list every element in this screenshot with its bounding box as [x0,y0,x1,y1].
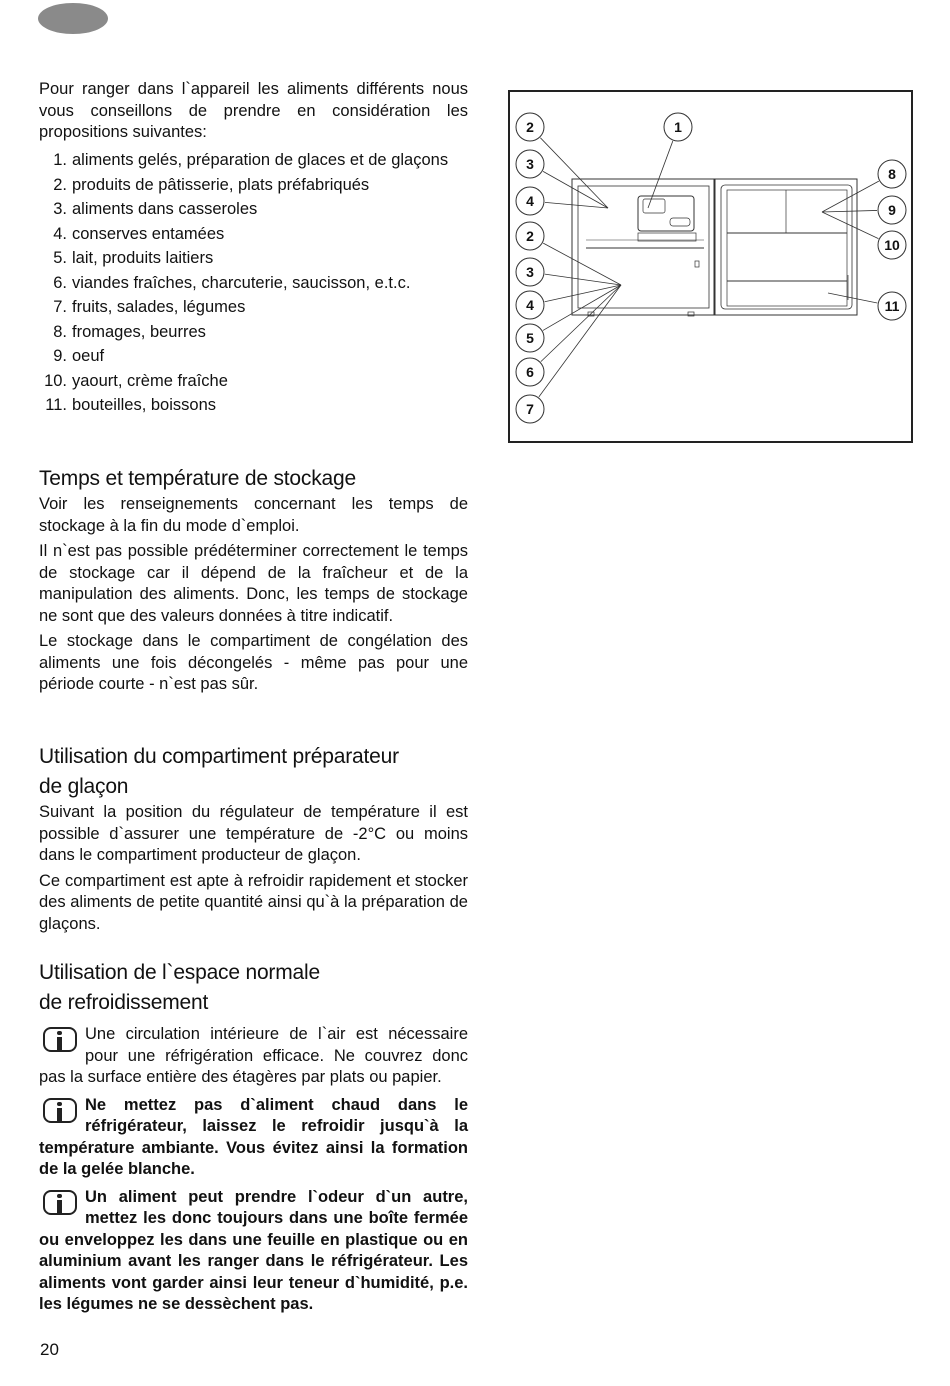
list-item-text: fromages, beurres [72,322,206,341]
section-title-line2: de refroidissement [39,991,209,1014]
section-title-line1: Utilisation de l`espace normale [39,961,320,984]
list-item-text: aliments dans casseroles [72,200,258,218]
paragraph: Le stockage dans le compartiment de congélation des aliments une fois décongelés - même pas pour une période courte - n`est pas sûr. [39,632,468,693]
page-number: 20 [40,1340,59,1359]
list-item [39,273,468,295]
list-item-number: 10. [44,371,67,390]
callout-number: 8 [888,166,896,182]
page-tab-marker [38,3,108,34]
paragraph: Suivant la position du régulateur de température il est possible d`assurer une température de -2°C ou moins dans le compartiment producteur de glaçon. [39,803,468,864]
info-note [39,1024,468,1089]
list-item [39,150,468,172]
list-item-text: yaourt, crème fraîche [72,371,228,390]
paragraph: Voir les renseignements concernant les temps de stockage à la fin du mode d`emploi. [39,495,468,535]
callout-leader-line [822,210,877,212]
paragraph: Il n`est pas possible prédéterminer correctement le temps de stockage car il dépend de la fraîcheur et de la manipulation des aliments. Donc, les temps de stockage ne sont que des valeurs données à titre indicatif. [39,542,468,625]
list-item [39,175,468,197]
callout-number: 2 [526,119,534,135]
list-item [39,297,468,319]
list-item [39,346,468,368]
callout-number: 7 [526,401,534,417]
callout-leader-line [541,285,621,362]
list-item-text: oeuf [72,347,105,365]
list-item-number: 3. [53,200,67,218]
list-item-text: lait, produits laitiers [72,249,214,267]
intro-text: Pour ranger dans l`appareil les aliments différents nous vous conseillons de prendre en considération les propositions suivantes: [39,80,468,141]
list-item-number: 6. [53,273,67,292]
note-text: Ne mettez pas d`aliment chaud dans le réfrigérateur, laissez le refroidir jusqu`à la température ambiante. Vous évitez ainsi la formation de la gelée blanche. [39,1095,468,1178]
list-item [39,199,468,221]
callout-leader-line [545,274,621,285]
section-ice-compartment [39,742,468,935]
storage-list [39,150,468,420]
list-item [39,395,468,417]
list-item-number: 4. [53,224,67,243]
info-icon [43,1027,77,1052]
callout-number: 6 [526,364,534,380]
list-item-number: 1. [53,151,67,169]
callout-number: 1 [674,119,682,135]
callout-number: 5 [526,330,534,346]
callout-leader-line [828,293,877,303]
callout-number: 10 [884,237,900,253]
callout-leader-line [545,202,608,208]
section-title-line1: Utilisation du compartiment préparateur [39,745,399,768]
list-item [39,248,468,270]
fridge-diagram-svg [508,90,913,443]
list-item-text: conserves entamées [72,224,225,243]
list-item-number: 7. [53,298,67,316]
paragraph: Ce compartiment est apte à refroidir rapidement et stocker des aliments de petite quantité ainsi qu`à la préparation de glaçons. [39,871,468,933]
list-item-text: produits de pâtisserie, plats préfabriqués [72,175,370,194]
callout-number: 3 [526,156,534,172]
list-item-number: 2. [53,175,67,194]
info-icon [43,1098,77,1123]
list-item-number: 5. [53,249,67,267]
info-note [39,1187,468,1316]
list-item-number: 8. [53,322,67,341]
callout-number: 11 [884,298,900,314]
list-item-number: 9. [53,347,67,365]
callout-number: 4 [526,193,534,209]
callout-leader-line [543,243,621,285]
callout-number: 2 [526,228,534,244]
list-item [39,371,468,393]
callout-leader-line [822,212,878,239]
callout-number: 9 [888,202,896,218]
list-item-text: aliments gelés, préparation de glaces et de glaçons [72,151,449,169]
fridge-diagram [508,90,913,443]
note-text: Une circulation intérieure de l`air est nécessaire pour une réfrigération efficace. Ne couvrez donc pas la surface entière des étagères par plats ou papier. [39,1025,468,1086]
info-icon [43,1190,77,1215]
callout-number: 3 [526,264,534,280]
callout-leader-line [545,285,621,302]
section-title-line2: de glaçon [39,775,129,798]
list-item-text: fruits, salades, légumes [72,298,246,316]
list-item-text: viandes fraîches, charcuterie, saucisson, e.t.c. [72,273,411,292]
section-storage-time [39,464,468,696]
info-note [39,1095,468,1181]
fridge-interior-liner [578,186,709,308]
section-title: Temps et température de stockage [39,467,356,490]
callout-leader-line [543,171,608,208]
note-text: Un aliment peut prendre l`odeur d`un autre, mettez les donc toujours dans une boîte fermée ou enveloppez les dans une feuille en plastique ou en aluminium avant les ranger dans le réfrigérateur. Les aliments vont garder ainsi leur teneur d`humidité, p.e. les légumes ne se dessèchent pas. [39,1187,468,1313]
callout-leader-line [539,285,621,397]
list-item [39,322,468,344]
list-item-text: bouteilles, boissons [72,396,217,414]
list-item-number: 11. [45,396,67,414]
callout-number: 4 [526,297,534,313]
list-item [39,224,468,246]
callout-leader-line [540,138,608,208]
section-cooling-space [39,958,468,1316]
callout-leader-line [648,141,673,208]
